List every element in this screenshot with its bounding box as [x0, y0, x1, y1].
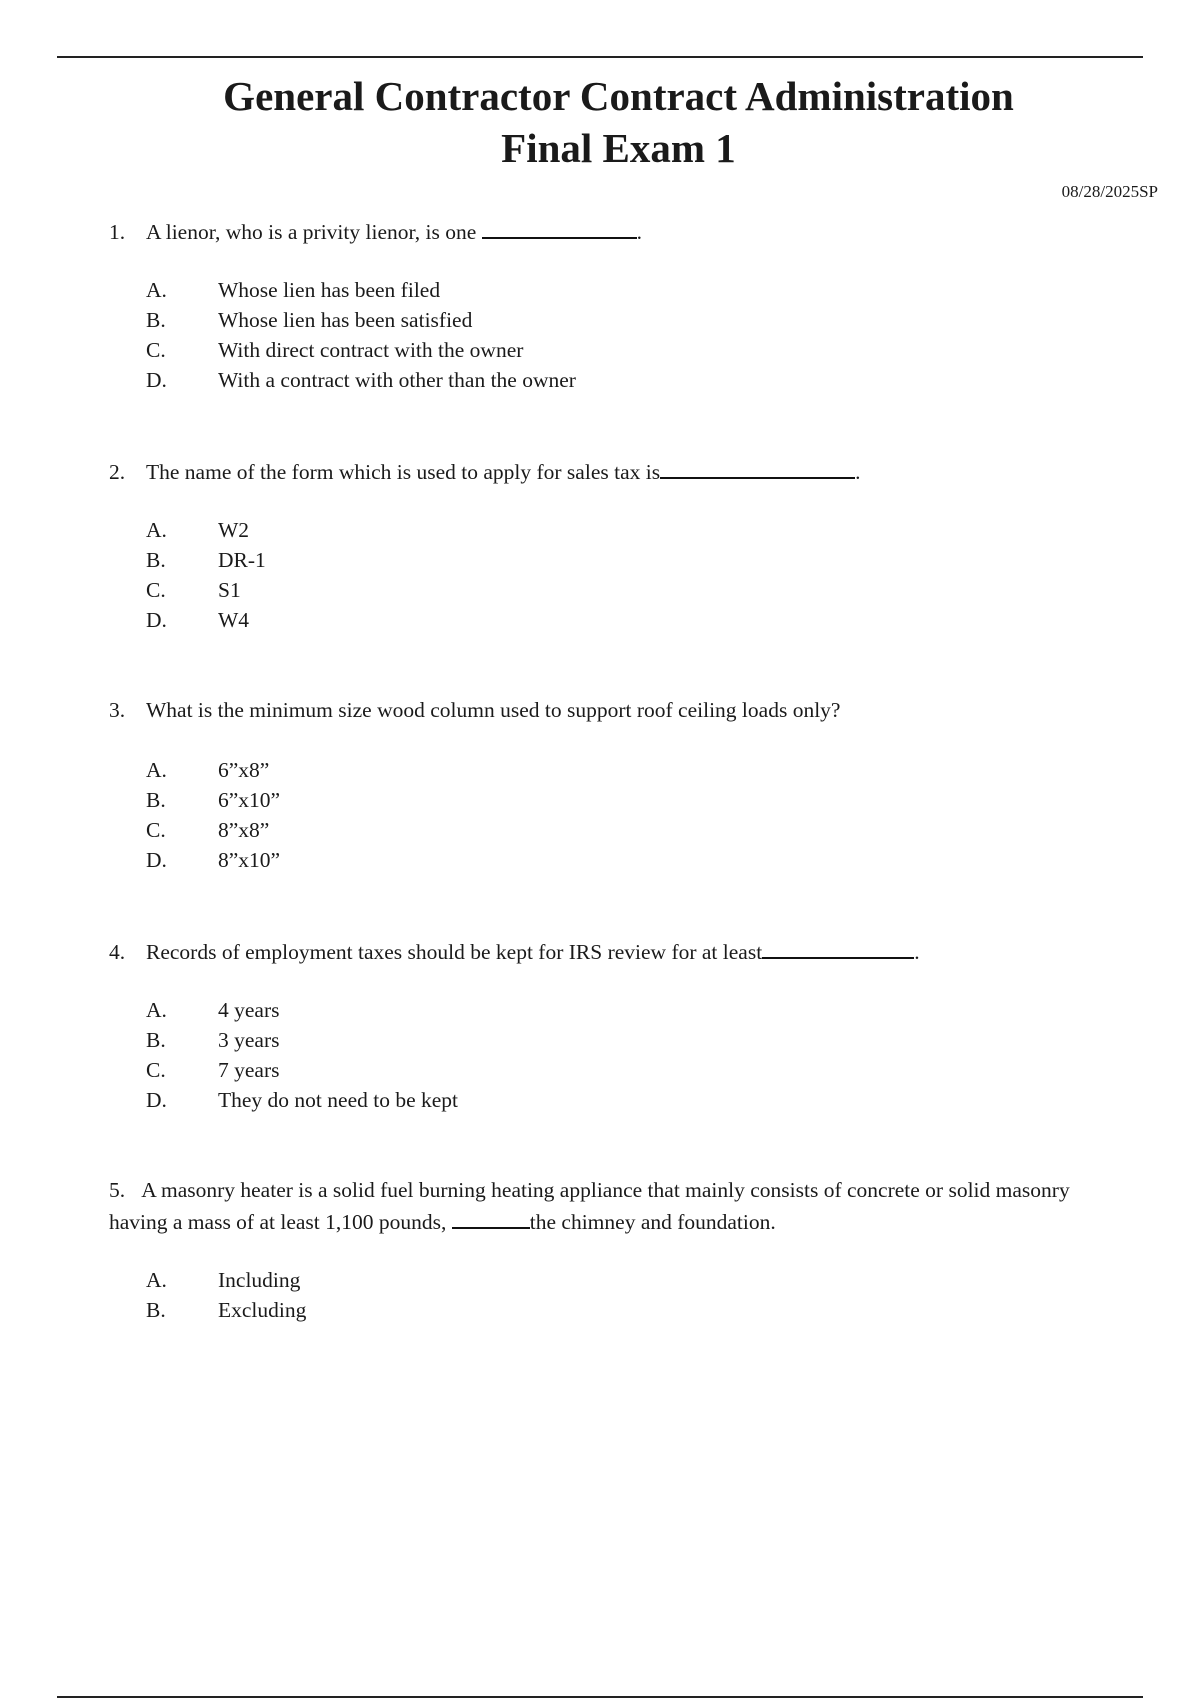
page-subtitle: Final Exam 1	[501, 125, 736, 171]
question-text-end: .	[636, 220, 643, 244]
option-letter: C.	[146, 578, 166, 602]
option-text: Whose lien has been satisfied	[218, 308, 473, 332]
option-text: DR-1	[218, 548, 266, 572]
option-text: 8”x10”	[218, 848, 281, 872]
option-a[interactable]	[146, 755, 280, 785]
options-2	[146, 515, 266, 635]
option-d[interactable]	[146, 605, 266, 635]
option-letter: A.	[146, 518, 167, 542]
question-number: 4.	[109, 940, 126, 964]
date-code: 08/28/2025SP	[1061, 182, 1158, 201]
option-letter: A.	[146, 758, 167, 782]
option-b[interactable]	[146, 785, 280, 815]
option-text: Whose lien has been filed	[218, 278, 441, 302]
question-text: The name of the form which is used to apply for sales tax is	[146, 460, 661, 484]
option-text: With direct contract with the owner	[218, 338, 524, 362]
option-letter: A.	[146, 1268, 167, 1292]
bottom-rule	[57, 1696, 1143, 1698]
options-5	[146, 1265, 306, 1325]
options-4	[146, 995, 458, 1115]
option-letter: B.	[146, 308, 166, 332]
option-letter: A.	[146, 998, 167, 1022]
option-text: They do not need to be kept	[218, 1088, 459, 1112]
option-b[interactable]	[146, 1295, 306, 1325]
question-1	[109, 215, 1119, 247]
option-letter: B.	[146, 1028, 166, 1052]
answer-blank	[660, 455, 855, 479]
option-text: With a contract with other than the owner	[218, 368, 576, 392]
answer-blank	[452, 1205, 530, 1229]
option-a[interactable]	[146, 1265, 306, 1295]
option-d[interactable]	[146, 845, 280, 875]
option-letter: A.	[146, 278, 167, 302]
option-text: S1	[218, 578, 241, 602]
question-text-end: .	[855, 460, 861, 484]
option-letter: B.	[146, 548, 166, 572]
page-title: General Contractor Contract Administration	[223, 73, 1014, 119]
option-c[interactable]	[146, 575, 266, 605]
question-text: A lienor, who is a privity lienor, is one	[146, 220, 477, 244]
answer-blank	[482, 215, 637, 239]
question-text-end: .	[914, 940, 920, 964]
top-rule	[57, 56, 1143, 58]
option-letter: C.	[146, 818, 166, 842]
option-text: Excluding	[218, 1298, 307, 1322]
question-text: A masonry heater is a solid fuel burning heating appliance that mainly consists of concrete or solid masonry having a mass of at least 1,100 pounds,	[109, 1178, 1070, 1234]
question-number: 1.	[109, 220, 126, 244]
question-number: 5.	[109, 1178, 126, 1202]
option-letter: D.	[146, 848, 167, 872]
option-text: W4	[218, 608, 250, 632]
question-2	[109, 455, 1119, 487]
option-letter: D.	[146, 1088, 167, 1112]
option-b[interactable]	[146, 545, 266, 575]
option-letter: D.	[146, 608, 167, 632]
option-d[interactable]	[146, 365, 576, 395]
question-4	[109, 935, 1119, 967]
question-3	[109, 695, 1119, 725]
option-letter: C.	[146, 338, 166, 362]
question-text-end: the chimney and foundation.	[529, 1210, 776, 1234]
option-c[interactable]	[146, 815, 280, 845]
option-text: 6”x8”	[218, 758, 270, 782]
question-text: What is the minimum size wood column used to support roof ceiling loads only?	[146, 698, 841, 722]
question-5	[109, 1175, 1119, 1237]
option-b[interactable]	[146, 305, 576, 335]
option-text: Including	[218, 1268, 301, 1292]
option-letter: C.	[146, 1058, 166, 1082]
question-number: 2.	[109, 460, 126, 484]
option-c[interactable]	[146, 1055, 458, 1085]
option-c[interactable]	[146, 335, 576, 365]
option-d[interactable]	[146, 1085, 458, 1115]
option-text: 7 years	[218, 1058, 280, 1082]
option-a[interactable]	[146, 995, 458, 1025]
answer-blank	[762, 935, 914, 959]
option-letter: B.	[146, 788, 166, 812]
option-text: W2	[218, 518, 250, 542]
options-3	[146, 755, 280, 875]
question-number: 3.	[109, 698, 126, 722]
option-a[interactable]	[146, 515, 266, 545]
question-text: Records of employment taxes should be kept for IRS review for at least	[146, 940, 763, 964]
options-1	[146, 275, 576, 395]
option-text: 8”x8”	[218, 818, 270, 842]
option-a[interactable]	[146, 275, 576, 305]
option-text: 3 years	[218, 1028, 280, 1052]
option-letter: D.	[146, 368, 167, 392]
option-letter: B.	[146, 1298, 166, 1322]
option-b[interactable]	[146, 1025, 458, 1055]
option-text: 6”x10”	[218, 788, 281, 812]
option-text: 4 years	[218, 998, 280, 1022]
